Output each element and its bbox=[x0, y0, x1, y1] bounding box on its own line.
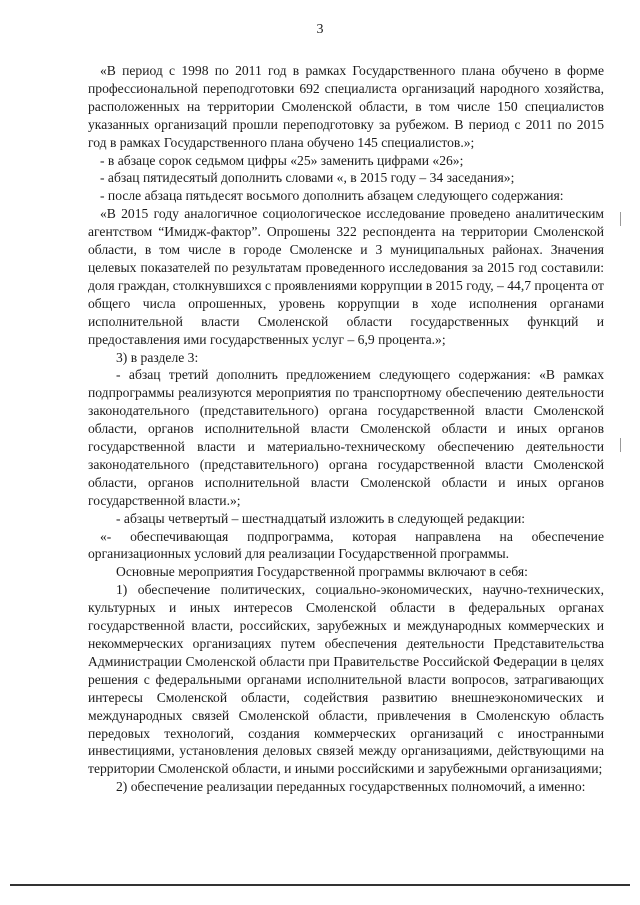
paragraph-section-3: 3) в разделе 3: bbox=[116, 349, 199, 365]
page-number: 3 bbox=[316, 22, 324, 37]
paragraph-abzac-50: - абзац пятидесятый дополнить словами «, в 2015 году – 34 заседания»; bbox=[100, 170, 515, 186]
paragraph-item-1: 1) обеспечение политических, социально-экономических, научно-технических, культурных и иных интересов Смоленской области в федеральных органах государственной власти, российских, зарубежных и международных коммерческих и некоммерческих организациях путем обеспечения деятельности Представительства Администрации Смоленской области при Правительстве Российской Федерации в целях решения с федеральными органами исполнительной власти вопросов, затрагивающих интересы Смоленской области, содействия развитию внешнеэкономических и международных связей Смоленской области, привлечения в Смоленскую область передовых технологий, создания коммерческих организаций с иностранными инвестициями, установления деловых связей между организациями, действующими на территории Смоленской области, и иными российскими и зарубежными организациями; bbox=[88, 582, 604, 777]
paragraph-after-abzac-58: - после абзаца пятьдесят восьмого дополнить абзацем следующего содержания: bbox=[100, 188, 564, 204]
paragraph-abzac-47: - в абзаце сорок седьмом цифры «25» заменить цифрами «26»; bbox=[100, 152, 464, 168]
margin-mark bbox=[620, 212, 621, 226]
document-body bbox=[88, 62, 604, 796]
paragraph-1998-2011-training: «В период с 1998 по 2011 год в рамках Государственного плана обучено в форме профессиональной переподготовки 692 специалиста организаций народного хозяйства, расположенных на территории Смоленской области, в том числе 150 специалистов указанных организаций прошли переподготовку за рубежом. В период с 2011 по 2015 год в рамках Государственного плана обучено 145 специалистов.»; bbox=[88, 63, 604, 150]
paragraph-item-2: 2) обеспечение реализации переданных государственных полномочий, а именно: bbox=[116, 779, 586, 795]
paragraph-abzac-4-16: - абзацы четвертый – шестнадцатый изложить в следующей редакции: bbox=[116, 510, 526, 526]
margin-mark bbox=[620, 438, 621, 452]
paragraph-main-activities: Основные мероприятия Государственной программы включают в себя: bbox=[116, 564, 528, 580]
paragraph-supporting-subprogram: «- обеспечивающая подпрограмма, которая направлена на обеспечение организационных условий для реализации Государственной программы. bbox=[88, 528, 604, 562]
paragraph-2015-research: «В 2015 году аналогичное социологическое исследование проведено аналитическим агентством “Имидж-фактор”. Опрошены 322 респондента на территории Смоленской области, в том числе в городе Смоленске и 3 муниципальных районах. Значения целевых показателей по результатам проведенного исследования за 2015 год составили: доля граждан, столкнувшихся с проявлениями коррупции в 2015 году, – 44,7 процента от общего числа опрошенных, уровень коррупции в ходе исполнения органами исполнительной власти Смоленской области государственных функций и предоставления ими государственных услуг – 6,9 процента.»; bbox=[88, 206, 604, 347]
bottom-rule bbox=[10, 884, 630, 886]
paragraph-abzac-3-addition: - абзац третий дополнить предложением следующего содержания: «В рамках подпрограммы реализуются мероприятия по транспортному обеспечению деятельности законодательного (представительного) органа государственной власти Смоленской области, органов исполнительной власти Смоленской области и иных органов государственной власти и материально-техническому обеспечению деятельности законодательного (представительного) органа государственной власти Смоленской области, органов исполнительной власти Смоленской области и иных органов государственной власти.»; bbox=[88, 367, 604, 508]
